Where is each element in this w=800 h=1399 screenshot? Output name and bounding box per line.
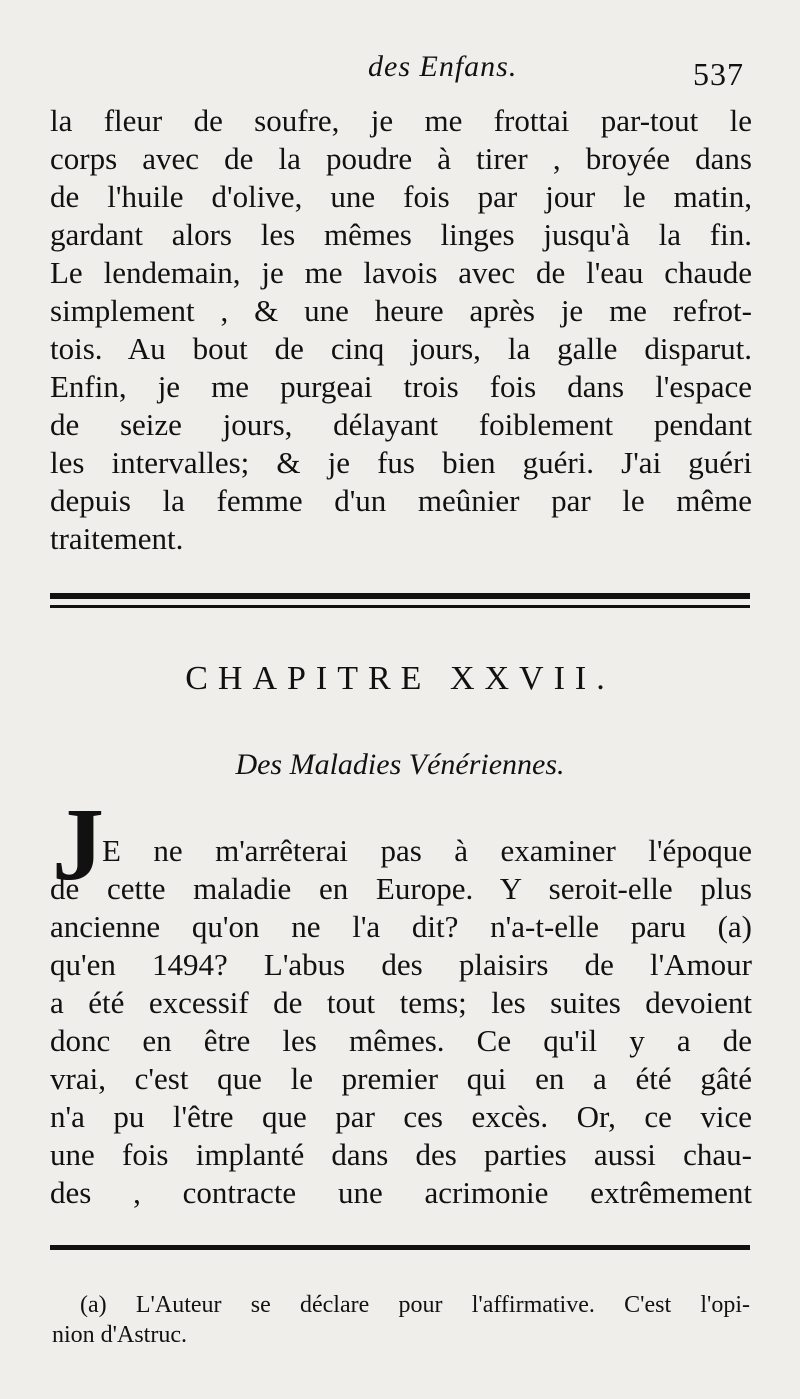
- text-line: Enfin, je me purgeai trois fois dans l'espace: [50, 369, 752, 404]
- chapter-subtitle: Des Maladies Vénériennes.: [235, 748, 565, 781]
- top-paragraph: [50, 102, 752, 558]
- text-line: donc en être les mêmes. Ce qu'il y a de: [50, 1023, 752, 1058]
- page-header: [50, 50, 750, 100]
- footnote-bar: [50, 1245, 750, 1250]
- chapter-separator-rule: [50, 593, 750, 613]
- footnote-line: (a) L'Auteur se déclare pour l'affirmative. C'est l'opi-: [80, 1292, 750, 1318]
- footnote: [52, 1290, 750, 1350]
- text-line: traitement.: [50, 521, 184, 556]
- text-line: de cette maladie en Europe. Y seroit-elle plus: [50, 871, 752, 906]
- text-line: des , contracte une acrimonie extrêmement: [50, 1175, 752, 1210]
- chapter-paragraph: [50, 832, 752, 1212]
- footnote-line: nion d'Astruc.: [52, 1322, 187, 1348]
- text-line: les intervalles; & je fus bien guéri. J'ai guéri: [50, 445, 752, 480]
- text-line: ancienne qu'on ne l'a dit? n'a-t-elle paru (a): [50, 909, 752, 944]
- text-line: qu'en 1494? L'abus des plaisirs de l'Amour: [50, 947, 752, 982]
- text-line: n'a pu l'être que par ces excès. Or, ce vice: [50, 1099, 752, 1134]
- text-line: depuis la femme d'un meûnier par le même: [50, 483, 752, 518]
- text-line: de seize jours, délayant foiblement pendant: [50, 407, 752, 442]
- text-line: Le lendemain, je me lavois avec de l'eau chaude: [50, 255, 752, 290]
- text-line: a été excessif de tout tems; les suites devoient: [50, 985, 752, 1020]
- footnote-rule: [50, 1245, 750, 1251]
- chapter-heading: CHAPITRE XXVII.: [185, 660, 615, 697]
- text-line: simplement , & une heure après je me refrot-: [50, 293, 752, 328]
- running-title: des Enfans.: [368, 50, 518, 83]
- text-line: tois. Au bout de cinq jours, la galle disparut.: [50, 331, 752, 366]
- text-line: vrai, c'est que le premier qui en a été gâté: [50, 1061, 752, 1096]
- text-line: gardant alors les mêmes linges jusqu'à la fin.: [50, 217, 752, 252]
- text-line: la fleur de soufre, je me frottai par-tout le: [50, 103, 752, 138]
- text-line: E ne m'arrêterai pas à examiner l'époque: [102, 833, 752, 868]
- drop-cap: J: [52, 787, 104, 902]
- text-line: de l'huile d'olive, une fois par jour le matin,: [50, 179, 752, 214]
- thin-rule: [50, 605, 750, 608]
- page-number: 537: [693, 56, 744, 92]
- text-line: corps avec de la poudre à tirer , broyée dans: [50, 141, 752, 176]
- thick-rule: [50, 593, 750, 599]
- text-line: une fois implanté dans des parties aussi chau-: [50, 1137, 752, 1172]
